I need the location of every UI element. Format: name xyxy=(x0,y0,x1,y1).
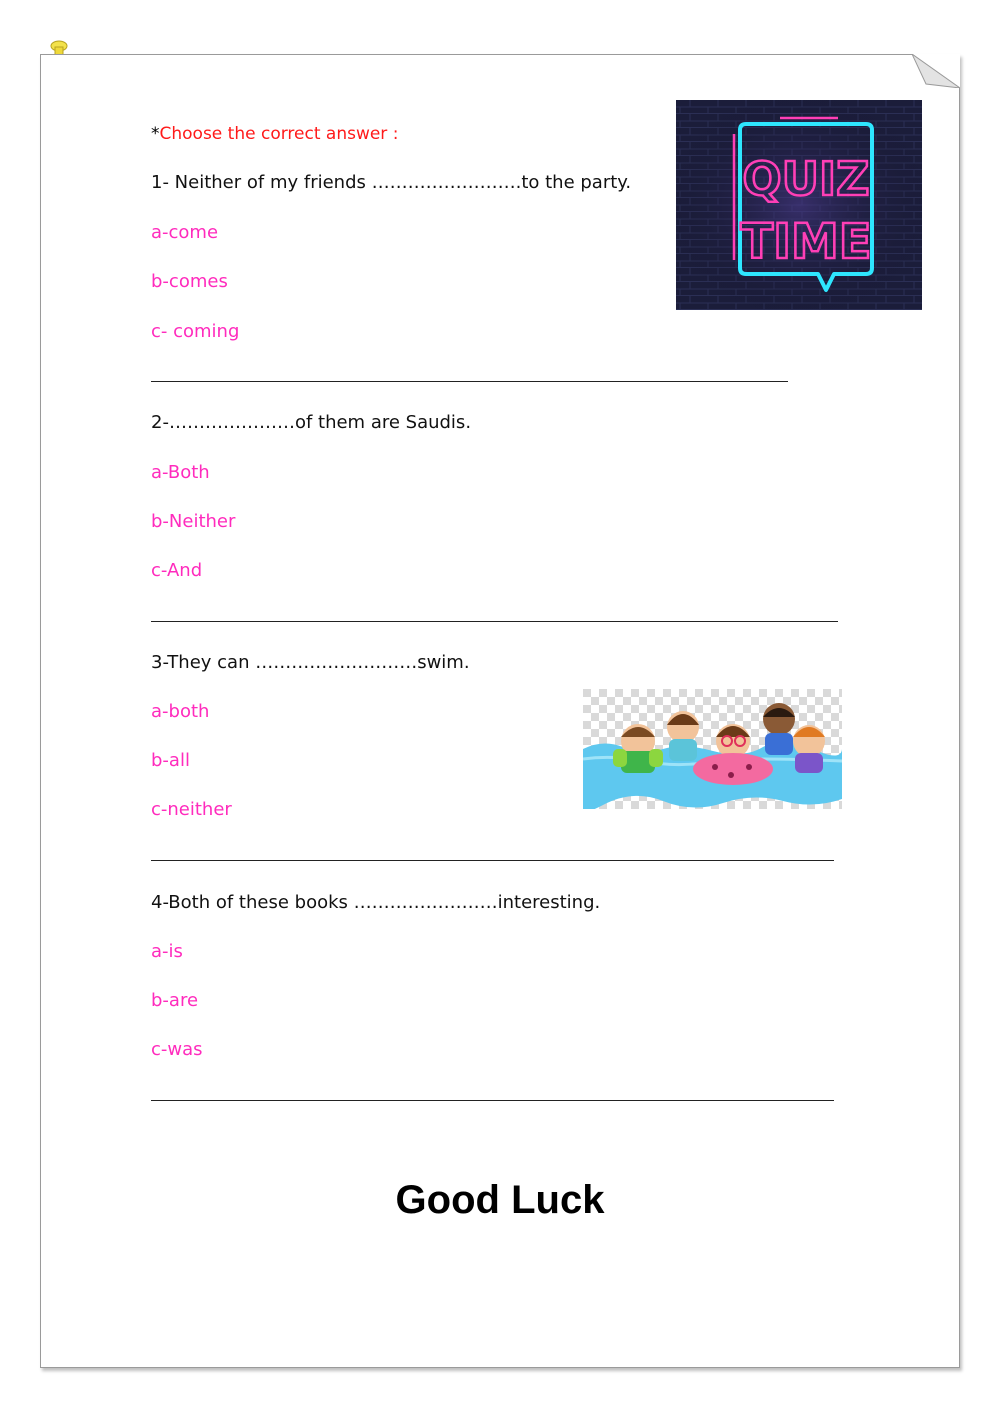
separator-line xyxy=(151,381,788,382)
instruction-asterisk: * xyxy=(151,124,160,144)
kids-swimming-image xyxy=(583,689,842,809)
q1-option-a[interactable]: a-come xyxy=(151,222,219,243)
q2-option-a[interactable]: a-Both xyxy=(151,462,210,483)
instruction-text: Choose the correct answer : xyxy=(159,124,399,144)
quiz-sign-line1: QUIZ xyxy=(742,152,870,206)
q2-option-c[interactable]: c-And xyxy=(151,560,203,581)
good-luck-footer: Good Luck xyxy=(395,1178,605,1222)
q1-option-b[interactable]: b-comes xyxy=(151,271,228,292)
q1-option-c[interactable]: c- coming xyxy=(151,321,240,342)
question-4: 4-Both of these books ……………………interesting. xyxy=(151,892,601,913)
q3-option-b[interactable]: b-all xyxy=(151,750,190,771)
quiz-sign-line2: TIME xyxy=(740,214,872,270)
q3-option-c[interactable]: c-neither xyxy=(151,799,232,820)
question-1: 1- Neither of my friends …………………….to the party. xyxy=(151,172,632,193)
page-corner-fold xyxy=(912,54,960,88)
question-2: 2-…………………of them are Saudis. xyxy=(151,412,472,433)
separator-line xyxy=(151,1100,834,1101)
q2-option-b[interactable]: b-Neither xyxy=(151,511,236,532)
separator-line xyxy=(151,860,834,861)
question-3: 3-They can ………………………swim. xyxy=(151,652,470,673)
q4-option-a[interactable]: a-is xyxy=(151,941,183,962)
q4-option-c[interactable]: c-was xyxy=(151,1039,203,1060)
q4-option-b[interactable]: b-are xyxy=(151,990,199,1011)
quiz-time-image xyxy=(676,100,922,310)
instruction xyxy=(151,124,398,144)
q3-option-a[interactable]: a-both xyxy=(151,701,210,722)
separator-line xyxy=(151,621,838,622)
